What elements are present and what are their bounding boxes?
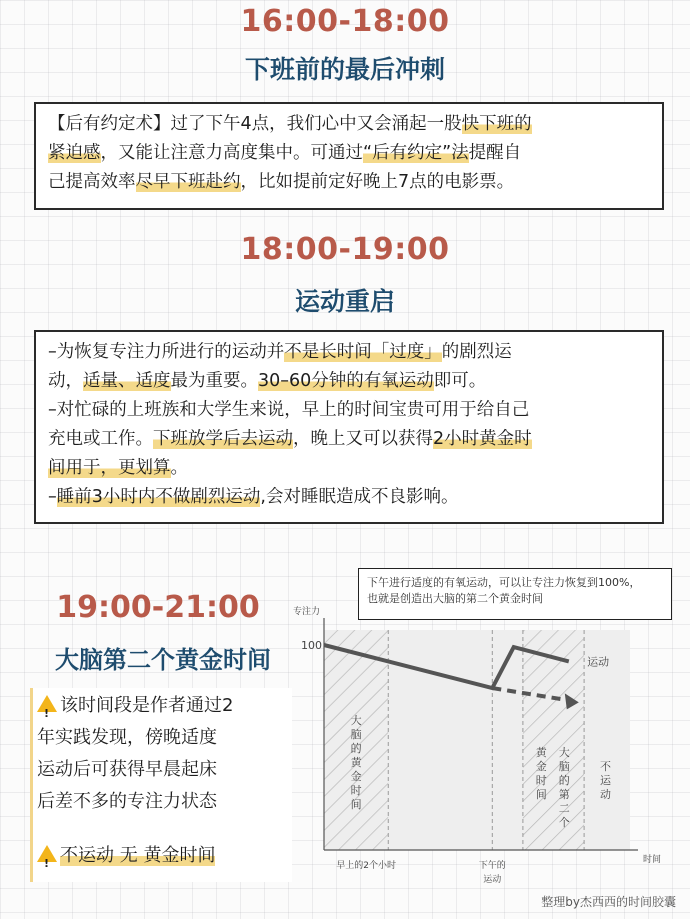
x-tick-morning: 早上的2个小时: [336, 861, 396, 871]
zone-label-evening-b-2: 的: [558, 774, 570, 787]
highlight: 快下班的: [461, 114, 532, 134]
section3-time: 19:00-21:00: [56, 590, 260, 625]
highlight: 紧迫感: [48, 143, 101, 163]
footer-credit: 整理by杰西西的时间胶囊: [541, 895, 676, 909]
zone-label-evening-b-0: 大: [558, 746, 570, 759]
zone-label-morning-3: 黄: [350, 756, 362, 769]
text: –: [48, 487, 57, 507]
zone-label-morning-6: 间: [350, 798, 362, 811]
text: ，又能让注意力高度集中。可通过: [100, 143, 363, 163]
text: 【后有约定术】过了下午4点，我们心中又会涌起一股: [48, 114, 462, 134]
zone-label-evening-b-3: 第: [558, 788, 570, 801]
section1-title: 下班前的最后冲刺: [244, 55, 445, 84]
zone-label-morning-4: 金: [350, 770, 362, 783]
series-no-exercise-label-2: 动: [600, 788, 612, 801]
callout-line-1: 下午进行适度的有氧运动，可以让专注力恢复到100%，: [367, 576, 641, 589]
series-exercise-label: 运动: [587, 655, 610, 669]
series-no-exercise-label-1: 运: [600, 774, 612, 787]
text: ,会对睡眠造成不良影响。: [260, 487, 459, 507]
note-line-2: 年实践发现，傍晚适度: [37, 727, 217, 748]
text: –为恢复专注力所进行的运动并: [48, 342, 285, 362]
text: 己提高效率: [48, 172, 136, 192]
zone-label-evening-b-4: 二: [558, 802, 570, 815]
highlight: 适量、适度: [83, 371, 171, 391]
highlight: 2小时黄金时: [433, 429, 532, 449]
note-line-4: 后差不多的专注力状态: [37, 791, 217, 812]
zone-label-evening-b-1: 脑: [558, 760, 570, 773]
highlight: 下班放学后去运动: [153, 429, 293, 449]
highlight: 尽早下班赴约: [135, 172, 241, 192]
series-no-exercise-label-0: 不: [600, 760, 612, 773]
x-axis-label: 时间: [642, 855, 662, 865]
text: 。: [170, 458, 188, 478]
zone-label-evening-a-3: 间: [535, 788, 547, 801]
zone-label-evening-b-5: 个: [558, 816, 570, 829]
text: 最为重要。: [170, 371, 258, 391]
highlight: 30–60分钟的有氧运动: [258, 371, 434, 391]
zone-evening: [523, 630, 584, 850]
y-axis-label: 专注力: [292, 607, 320, 617]
zone-label-morning-2: 的: [350, 742, 362, 755]
zone-label-evening-a-0: 黄: [535, 746, 547, 759]
y-tick-100: 100: [301, 639, 322, 652]
highlight: 睡前3小时内不做剧烈运动: [56, 487, 261, 507]
text: 即可。: [433, 371, 487, 391]
text: 的剧烈运: [441, 342, 512, 362]
note-line-3: 运动后可获得早晨起床: [37, 759, 217, 780]
text: 该时间段是作者通过2: [60, 695, 234, 716]
highlight: 间用于，更划算: [48, 458, 171, 478]
text: 动，: [48, 371, 83, 391]
highlight: 不运动 无 黄金时间: [60, 845, 216, 866]
section2-title: 运动重启: [294, 287, 395, 316]
x-tick-afternoon-2: 运动: [483, 875, 502, 885]
text: ，晚上又可以获得: [293, 429, 433, 449]
section2-time: 18:00-19:00: [240, 232, 450, 267]
zone-label-morning-0: 大: [350, 714, 362, 727]
text: ，比如提前定好晚上7点的电影票。: [240, 172, 515, 192]
highlight: 不是长时间「过度」: [284, 342, 442, 362]
text: –对忙碌的上班族和大学生来说，早上的时间宝贵可用于给自己: [48, 400, 530, 420]
zone-label-morning-1: 脑: [350, 728, 362, 741]
x-tick-afternoon-1: 下午的: [478, 861, 506, 871]
callout-line-2: 也就是创造出大脑的第二个黄金时间: [367, 592, 543, 605]
text: 充电或工作。: [48, 429, 153, 449]
zone-label-morning-5: 时: [350, 784, 362, 797]
zone-label-evening-a-2: 时: [535, 774, 547, 787]
section3-title: 大脑第二个黄金时间: [55, 646, 271, 674]
section1-time: 16:00-18:00: [240, 4, 450, 39]
zone-label-evening-a-1: 金: [535, 760, 547, 773]
text: 提醒自: [468, 143, 522, 163]
highlight: “后有约定”法: [363, 143, 469, 163]
